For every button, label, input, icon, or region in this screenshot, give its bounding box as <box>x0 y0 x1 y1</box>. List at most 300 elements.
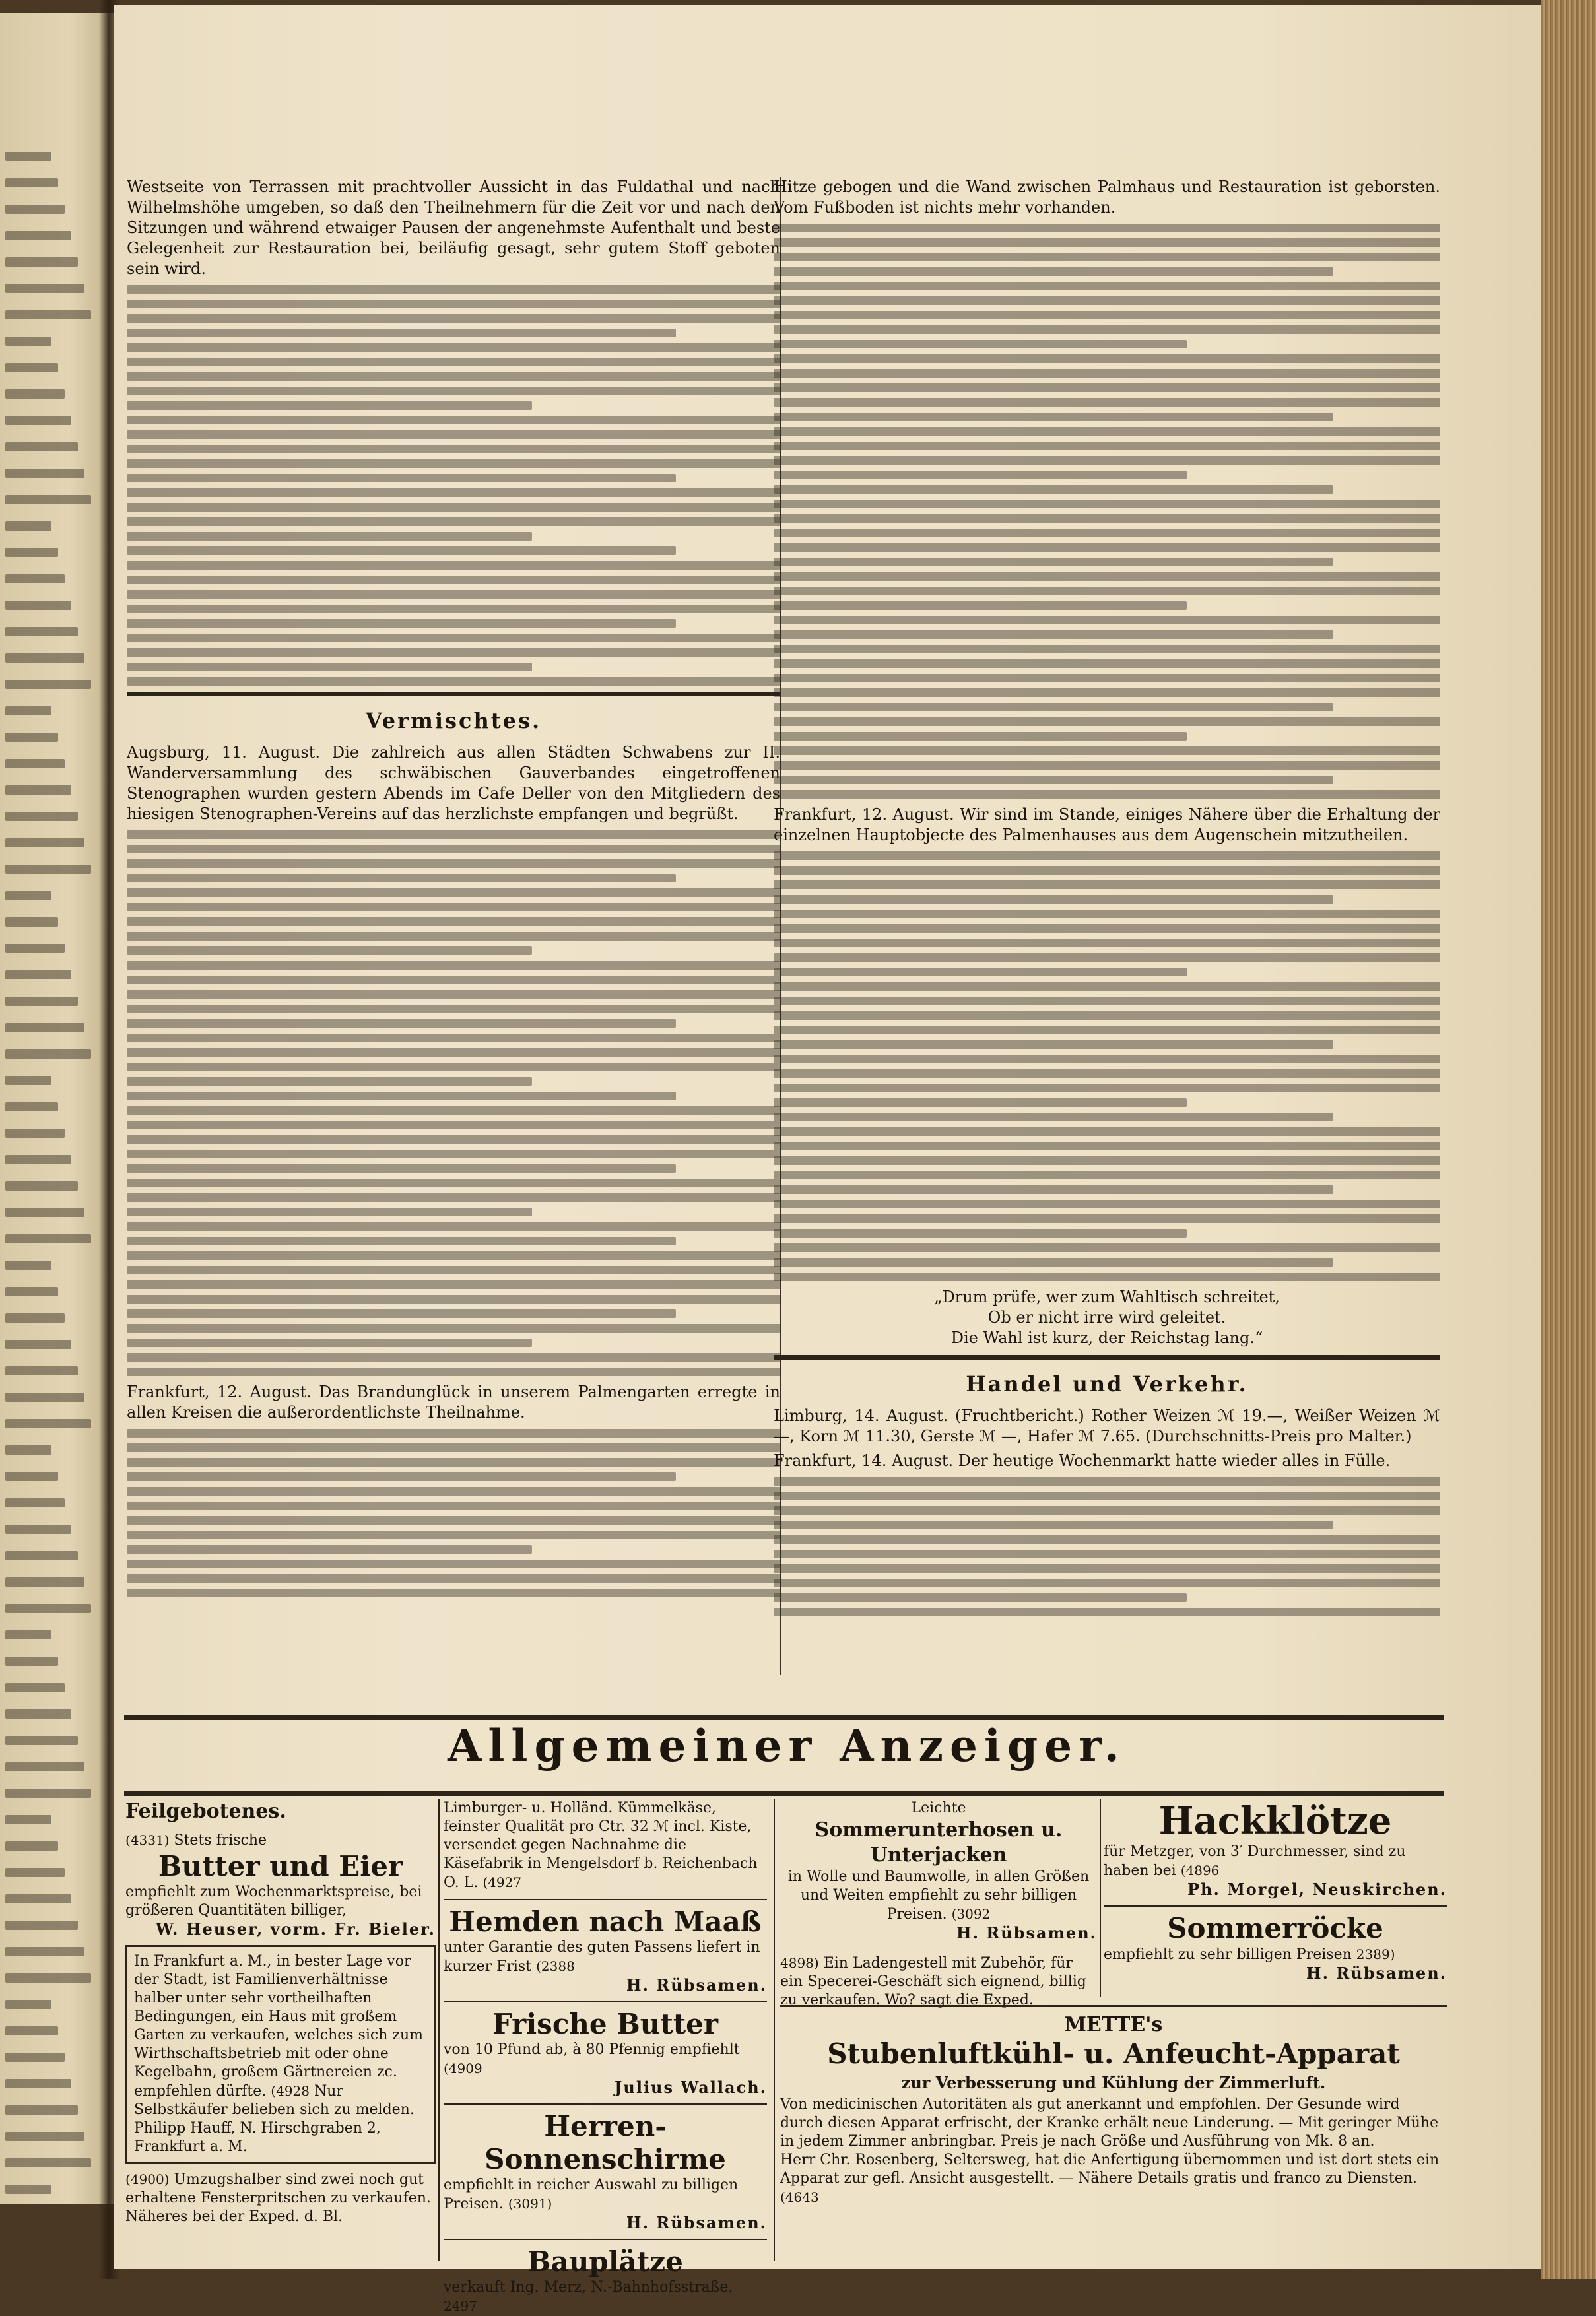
facing-page-text-line <box>5 574 65 583</box>
facing-page-text-line <box>5 1947 84 1956</box>
ad-signature: Julius Wallach. <box>615 2078 767 2097</box>
facing-page-text-line <box>5 495 91 504</box>
text-line-placeholder <box>774 529 1440 537</box>
facing-page-text-line <box>5 284 84 293</box>
facing-page-text-line <box>5 759 65 768</box>
ads-column-3 <box>780 1799 1097 1951</box>
text-line-placeholder <box>774 296 1440 305</box>
shop-fittings-ad-wrap <box>780 1954 1097 2006</box>
ads-title-rule <box>124 1791 1444 1796</box>
ad-contact: Näheres bei der Exped. d. Bl. <box>125 2208 343 2225</box>
text-line-placeholder <box>127 1309 676 1318</box>
frankfurt-market-report-opening: Frankfurt, 14. August. Der heutige Wochenmarkt hatte wieder alles in Fülle. <box>774 1451 1391 1470</box>
text-line-placeholder <box>127 590 780 599</box>
text-line-placeholder <box>127 1063 780 1071</box>
text-line-placeholder <box>774 325 1440 334</box>
text-line-placeholder <box>127 1251 780 1260</box>
text-line-placeholder <box>127 1368 780 1376</box>
text-line-placeholder <box>127 961 780 970</box>
text-line-placeholder <box>774 968 1187 976</box>
ad-title: Frische Butter <box>492 2008 718 2040</box>
text-line-placeholder <box>127 459 780 468</box>
ad-number: (3092 <box>951 1906 991 1922</box>
text-line-placeholder <box>127 648 780 657</box>
text-line-placeholder <box>774 1608 1440 1616</box>
ad-body: Ein Ladengestell mit Zubehör, für ein Specerei-Geschäft sich eignend, billig zu verkaufen. Wo? sagt die Exped. <box>780 1955 1086 2008</box>
facing-page-text-line <box>5 2026 58 2035</box>
facing-page-text-line <box>5 1102 58 1111</box>
text-line-placeholder <box>127 1353 780 1362</box>
facing-page-text-line <box>5 1287 58 1296</box>
ad-divider <box>444 1899 767 1900</box>
facing-page-text-line <box>5 1604 91 1613</box>
text-line-placeholder <box>127 1222 780 1231</box>
ad-body: Limburger- u. Holländ. Kümmelkäse, feinster Qualität pro Ctr. 32 ℳ incl. Kiste, versendet gegen Nachnahme die Käsefabrik in Mengelsdorf b. Reichenbach O. L. <box>444 1800 758 1891</box>
facing-page-text-line <box>5 917 58 927</box>
text-line-placeholder <box>774 253 1440 261</box>
text-line-placeholder <box>774 1229 1187 1238</box>
facing-page-text-line <box>5 1234 91 1243</box>
text-line-placeholder <box>774 761 1440 770</box>
ad-divider <box>1104 1905 1447 1907</box>
text-line-placeholder <box>774 427 1440 436</box>
ad-divider <box>444 2239 767 2240</box>
text-line-placeholder <box>127 917 780 926</box>
text-line-placeholder <box>127 329 676 337</box>
facing-page-text-line <box>5 1525 71 1534</box>
text-line-placeholder <box>774 1564 1440 1573</box>
ad-number: 2389) <box>1356 1946 1395 1962</box>
facing-page-text-line <box>5 733 58 742</box>
text-line-placeholder <box>774 558 1333 566</box>
text-line-placeholder <box>774 717 1440 726</box>
ad-signature: Ph. Morgel, Neuskirchen. <box>1187 1880 1447 1899</box>
ad-number: 2497 <box>444 2298 477 2314</box>
ad-title: Hemden nach Maaß <box>449 1905 762 1938</box>
text-line-placeholder <box>774 688 1440 697</box>
text-line-placeholder <box>127 1295 780 1304</box>
ad-signature: H. Rübsamen. <box>626 2213 767 2232</box>
facing-page-text-line <box>5 680 91 689</box>
butter-eggs-ad <box>125 1831 436 1938</box>
ad-body: für Metzger, von 3′ Durchmesser, sind zu haben bei <box>1104 1843 1406 1879</box>
text-line-placeholder <box>127 1179 780 1187</box>
text-line-placeholder <box>127 932 780 941</box>
text-line-placeholder <box>127 1429 780 1438</box>
facing-page-text-line <box>5 389 65 399</box>
text-line-placeholder <box>774 282 1440 290</box>
facing-page-text-line <box>5 152 51 161</box>
previous-page-edge <box>0 13 116 2204</box>
facing-page-text-line <box>5 1155 71 1164</box>
ad-title: Butter und Eier <box>158 1850 403 1882</box>
facing-page-text-line <box>5 891 51 900</box>
text-line-placeholder <box>127 474 676 482</box>
facing-page-text-line <box>5 1815 51 1824</box>
text-line-placeholder <box>774 1477 1440 1486</box>
facing-page-text-line <box>5 1736 78 1745</box>
right-placeholder-block-3 <box>774 1477 1440 1616</box>
facing-page-text-line <box>5 469 84 478</box>
text-line-placeholder <box>774 1113 1333 1121</box>
text-line-placeholder <box>127 1019 676 1028</box>
left-placeholder-block-1 <box>127 285 780 686</box>
underwear-ad <box>780 1799 1097 1942</box>
text-line-placeholder <box>127 576 780 584</box>
handel-heading: Handel und Verkehr. <box>966 1372 1248 1397</box>
right-intro-paragraph: Hitze gebogen und die Wand zwischen Palmhaus und Restauration ist geborsten. Vom Fußboden ist nichts mehr vorhanden. <box>774 178 1440 216</box>
facing-page-text-line <box>5 1472 58 1481</box>
text-line-placeholder <box>774 866 1440 875</box>
facing-page-text-line <box>5 2185 51 2194</box>
text-line-placeholder <box>127 946 532 955</box>
frankfurt-palmhouse-article-opening: Frankfurt, 12. August. Wir sind im Stande, einiges Nähere über die Erhaltung der einzelnen Hauptobjecte des Palmenhauses aus dem Augenschein mitzutheilen. <box>774 805 1440 844</box>
facing-page-text-line <box>5 997 78 1006</box>
text-line-placeholder <box>774 616 1440 624</box>
parasols-ad <box>444 2110 767 2232</box>
text-line-placeholder <box>127 300 780 308</box>
text-line-placeholder <box>774 587 1440 595</box>
text-line-placeholder <box>127 1121 780 1129</box>
text-line-placeholder <box>774 997 1440 1005</box>
facing-page-text-line <box>5 944 65 953</box>
left-intro-paragraph: Westseite von Terrassen mit prachtvoller Aussicht in das Fuldathal und nach Wilhelmshöhe umgeben, so daß den Theilnehmern für die Zeit vor und nach den Sitzungen und während etwaiger Pausen der angenehmste Aufenthalt und beste Gelegenheit zur Restauration bei, beiläufig gesagt, sehr gutem Stoff geboten sein wird. <box>127 178 780 278</box>
text-line-placeholder <box>774 674 1440 682</box>
text-line-placeholder <box>774 354 1440 363</box>
ad-body: empfiehlt zu sehr billigen Preisen <box>1104 1946 1352 1963</box>
text-line-placeholder <box>127 1502 780 1510</box>
ad-signature: H. Rübsamen. <box>956 1923 1097 1942</box>
ad-body: verkauft Ing. Merz, N.-Bahnhofsstraße. <box>444 2279 733 2296</box>
ad-divider <box>444 2001 767 2002</box>
text-line-placeholder <box>127 1266 780 1274</box>
facing-page-text-line <box>5 2000 51 2009</box>
text-line-placeholder <box>127 1560 780 1568</box>
facing-page-text-line <box>5 653 84 663</box>
ad-body: in Wolle und Baumwolle, in allen Größen und Weiten empfiehlt zu sehr billigen Preisen. <box>787 1869 1090 1923</box>
text-line-placeholder <box>774 238 1440 247</box>
ad-lead: Leichte <box>911 1800 966 1816</box>
text-line-placeholder <box>127 1516 780 1525</box>
text-line-placeholder <box>774 1550 1440 1558</box>
text-line-placeholder <box>127 546 676 555</box>
facing-page-text-line <box>5 1049 91 1059</box>
text-line-placeholder <box>127 888 780 897</box>
facing-page-text-line <box>5 601 71 610</box>
text-line-placeholder <box>127 1545 532 1554</box>
text-line-placeholder <box>774 1156 1440 1165</box>
text-line-placeholder <box>127 285 780 294</box>
ad-body: unter Garantie des guten Passens liefert in kurzer Frist <box>444 1939 760 1975</box>
limburg-market-report: Limburg, 14. August. (Fruchtbericht.) Rother Weizen ℳ 19.—, Weißer Weizen ℳ —, Korn ℳ 11.30, Gerste ℳ —, Hafer ℳ 7.65. (Durchschnitts-Preis pro Malter.) <box>774 1406 1440 1445</box>
text-line-placeholder <box>127 430 780 439</box>
facing-page-text-line <box>5 363 58 372</box>
text-line-placeholder <box>127 1135 780 1144</box>
text-line-placeholder <box>774 471 1187 479</box>
ad-contact: Herr Chr. Rosenberg, Seltersweg, hat die Anfertigung übernommen und ist dort stets ein Apparat zur gefl. Ansicht ausgestellt. — Nähere Details gratis und franco zu Diensten. <box>780 2152 1440 2187</box>
text-line-placeholder <box>774 924 1440 933</box>
text-line-placeholder <box>774 340 1187 348</box>
text-line-placeholder <box>127 1531 780 1539</box>
facing-page-text-line <box>5 1366 78 1375</box>
facing-page-text-line <box>5 838 84 847</box>
facing-page-text-line <box>5 2158 91 2167</box>
ad-signature: W. Heuser, vorm. Fr. Bieler. <box>155 1919 436 1938</box>
text-line-placeholder <box>127 990 780 999</box>
ad-number: (4896 <box>1180 1863 1220 1878</box>
text-line-placeholder <box>127 517 780 526</box>
text-line-placeholder <box>127 372 780 381</box>
text-line-placeholder <box>774 456 1440 465</box>
facing-page-text-line <box>5 1762 84 1771</box>
facing-page-text-line <box>5 1181 78 1191</box>
text-line-placeholder <box>127 874 676 882</box>
text-line-placeholder <box>774 1593 1187 1602</box>
text-line-placeholder <box>774 880 1440 889</box>
facing-page-text-line <box>5 1868 65 1877</box>
text-line-placeholder <box>127 358 780 366</box>
text-line-placeholder <box>127 416 780 424</box>
text-line-placeholder <box>774 851 1440 860</box>
right-column <box>774 177 1440 1695</box>
facing-page-text-line <box>5 231 71 240</box>
text-line-placeholder <box>774 398 1440 407</box>
ads-column-separator <box>438 1799 440 2261</box>
text-line-placeholder <box>774 1171 1440 1179</box>
ad-signature: H. Rübsamen. <box>1306 1964 1447 1983</box>
text-line-placeholder <box>774 383 1440 392</box>
text-line-placeholder <box>127 1193 780 1202</box>
text-line-placeholder <box>774 224 1440 232</box>
text-line-placeholder <box>127 677 780 686</box>
facing-page-text-line <box>5 337 51 346</box>
facing-page-text-line <box>5 627 78 636</box>
text-line-placeholder <box>774 645 1440 653</box>
ad-brand: METTE's <box>1064 2013 1163 2036</box>
ad-body: Von medicinischen Autoritäten als gut anerkannt und empfohlen. Der Gesunde wird durch diesen Apparat erfrischt, der Kranke erhält neue Linderung. — Mit geringer Mühe in jedem Zimmer anbringbar. Preis je nach Größe und Ausführung von Mk. 8 an. <box>780 2096 1439 2150</box>
ad-number: (4643 <box>780 2189 819 2205</box>
ads-section-title: Allgemeiner Anzeiger. <box>448 1720 1126 1771</box>
text-line-placeholder <box>127 859 780 868</box>
facing-page-text-line <box>5 257 78 267</box>
facing-page-text-line <box>5 310 91 319</box>
text-line-placeholder <box>774 659 1440 668</box>
text-line-placeholder <box>127 445 780 453</box>
text-line-placeholder <box>127 845 780 853</box>
text-line-placeholder <box>774 1084 1440 1092</box>
text-line-placeholder <box>774 982 1440 991</box>
text-line-placeholder <box>127 1034 780 1042</box>
mette-ad-wrap <box>780 2005 1447 2265</box>
text-line-placeholder <box>774 895 1333 904</box>
text-line-placeholder <box>127 1589 780 1597</box>
text-line-placeholder <box>774 1535 1440 1544</box>
ad-number: (3091) <box>508 2196 552 2212</box>
text-line-placeholder <box>774 790 1440 799</box>
ad-title: Hackklötze <box>1158 1799 1392 1843</box>
ad-body: von 10 Pfund ab, à 80 Pfennig empfiehlt <box>444 2041 740 2058</box>
facing-page-text-line <box>5 1973 91 1983</box>
facing-page-text-line <box>5 1208 84 1217</box>
text-line-placeholder <box>774 543 1440 552</box>
facing-page-text-line <box>5 785 71 795</box>
section-divider <box>127 692 780 696</box>
text-line-placeholder <box>774 1098 1187 1107</box>
verse-line: Ob er nicht irre wird geleitet. <box>987 1308 1226 1327</box>
facing-page-text-line <box>5 1340 71 1349</box>
text-line-placeholder <box>127 1472 676 1481</box>
text-line-placeholder <box>774 500 1440 508</box>
ad-contact: Nur Selbstkäufer belieben sich zu melden. Philipp Hauff, N. Hirschgraben 2, Frankfurt a. M. <box>134 2083 415 2155</box>
text-line-placeholder <box>774 1492 1440 1500</box>
text-line-placeholder <box>127 1339 532 1347</box>
text-line-placeholder <box>774 1579 1440 1587</box>
text-line-placeholder <box>127 605 780 613</box>
facing-page-text-line <box>5 205 65 214</box>
ad-body: In Frankfurt a. M., in bester Lage vor der Stadt, ist Familienverhältnisse halber unter sehr vortheilhaften Bedingungen, ein Haus mit großem Garten zu verkaufen, welches sich zum Wirthschaftsbetrieb mit oder ohne Kegelbahn, großem Gärtnereien zc. empfehlen dürfte. <box>134 1953 423 2100</box>
facing-page-text-line <box>5 1419 91 1428</box>
text-line-placeholder <box>127 976 780 984</box>
facing-page-text-line <box>5 1445 51 1455</box>
ad-number: (2388 <box>536 1958 575 1974</box>
facing-page-text-line <box>5 2105 78 2115</box>
ad-body: Umzugshalber sind zwei noch gut erhaltene Fensterpritschen zu verkaufen. <box>125 2171 431 2206</box>
facing-page-text-line <box>5 1841 58 1851</box>
window-shutters-ad <box>125 2170 436 2226</box>
text-line-placeholder <box>774 746 1440 755</box>
text-line-placeholder <box>127 503 780 512</box>
ad-lead: Stets frische <box>174 1832 267 1849</box>
facing-page-text-line <box>5 1630 51 1639</box>
text-line-placeholder <box>774 1026 1440 1034</box>
frankfurt-house-ad <box>125 1945 436 2164</box>
frankfurt-fire-article-opening: Frankfurt, 12. August. Das Brandunglück in unserem Palmengarten erregte in allen Kreisen die außerordentlichste Theilnahme. <box>127 1383 780 1422</box>
text-line-placeholder <box>127 619 676 628</box>
text-line-placeholder <box>127 1458 780 1467</box>
text-line-placeholder <box>127 1164 676 1173</box>
text-line-placeholder <box>774 572 1440 581</box>
feilgebotenes-label: Feilgebotenes. <box>125 1800 286 1823</box>
text-line-placeholder <box>127 488 780 497</box>
text-line-placeholder <box>127 561 780 570</box>
facing-page-text-line <box>5 442 78 451</box>
text-line-placeholder <box>774 1040 1333 1049</box>
ads-column-1 <box>125 1799 436 2261</box>
facing-page-text-line <box>5 706 51 715</box>
facing-page-text-line <box>5 970 71 979</box>
text-line-placeholder <box>127 1443 780 1452</box>
facing-page-text-line <box>5 521 51 531</box>
right-placeholder-block-1 <box>774 224 1440 799</box>
text-line-placeholder <box>774 910 1440 918</box>
text-line-placeholder <box>774 267 1333 276</box>
text-line-placeholder <box>774 514 1440 523</box>
ad-number: 4898) <box>780 1955 819 1971</box>
ad-number: (4927 <box>482 1874 522 1890</box>
ad-divider <box>444 2103 767 2105</box>
facing-page-text-line <box>5 1577 84 1587</box>
ad-number: (4331) <box>125 1832 170 1848</box>
ad-title: Bauplätze <box>527 2245 683 2278</box>
text-line-placeholder <box>774 953 1440 962</box>
section-divider <box>774 1355 1440 1360</box>
text-line-placeholder <box>774 311 1440 319</box>
ad-title: Sommerröcke <box>1167 1912 1383 1944</box>
fresh-butter-ad <box>444 2008 767 2097</box>
text-line-placeholder <box>774 1011 1440 1020</box>
ad-number: (4900) <box>125 2171 170 2187</box>
text-line-placeholder <box>127 903 780 911</box>
text-line-placeholder <box>774 1273 1440 1281</box>
facing-page-text-line <box>5 812 78 821</box>
text-line-placeholder <box>774 776 1333 784</box>
text-line-placeholder <box>774 369 1440 378</box>
facing-page-text-line <box>5 416 71 425</box>
text-line-placeholder <box>127 1237 676 1245</box>
election-verse <box>774 1287 1440 1348</box>
shop-fittings-ad <box>780 1954 1097 2010</box>
vermischtes-heading: Vermischtes. <box>365 708 542 733</box>
text-line-placeholder <box>774 1142 1440 1150</box>
text-line-placeholder <box>127 532 532 541</box>
text-line-placeholder <box>774 1069 1440 1078</box>
text-line-placeholder <box>127 1077 532 1086</box>
ad-title: Sommerunterhosen u. Unterjacken <box>815 1818 1063 1867</box>
left-placeholder-block-3 <box>127 1429 780 1597</box>
ads-column-4 <box>1104 1799 1447 1997</box>
text-line-placeholder <box>774 601 1187 610</box>
facing-page-text-line <box>5 2132 84 2141</box>
feilgebotenes-heading <box>125 1799 436 1824</box>
facing-page-text-line <box>5 1129 65 1138</box>
summer-coats-ad <box>1104 1912 1447 1983</box>
left-column <box>127 177 780 1695</box>
text-line-placeholder <box>774 1185 1333 1194</box>
facing-page-text-line <box>5 1023 84 1032</box>
ads-top-rule <box>124 1715 1444 1720</box>
facing-page-text-line <box>5 1393 84 1402</box>
facing-page-text-line <box>5 865 91 874</box>
text-line-placeholder <box>774 485 1333 494</box>
text-line-placeholder <box>774 1506 1440 1515</box>
facing-page-text-line <box>5 1789 91 1798</box>
text-line-placeholder <box>127 1106 780 1115</box>
text-line-placeholder <box>127 830 780 839</box>
text-line-placeholder <box>127 1048 780 1057</box>
ad-title: Herren-Sonnenschirme <box>484 2110 726 2175</box>
text-line-placeholder <box>127 343 780 352</box>
facing-page-text-line <box>5 1683 65 1692</box>
facing-page-text-line <box>5 1551 78 1560</box>
text-line-placeholder <box>774 732 1187 741</box>
cheese-ad <box>444 1799 767 1892</box>
facing-page-text-line <box>5 1076 51 1085</box>
text-line-placeholder <box>127 314 780 323</box>
text-line-placeholder <box>774 1200 1440 1208</box>
verse-line: „Drum prüfe, wer zum Wahltisch schreitet, <box>934 1288 1280 1306</box>
text-line-placeholder <box>127 1574 780 1583</box>
right-placeholder-block-2 <box>774 851 1440 1281</box>
text-line-placeholder <box>127 1487 780 1496</box>
text-line-placeholder <box>774 1243 1440 1252</box>
text-line-placeholder <box>127 1208 532 1216</box>
text-line-placeholder <box>774 413 1333 421</box>
ad-body: empfiehlt in reicher Auswahl zu billigen Preisen. <box>444 2177 739 2212</box>
ad-subtitle: zur Verbesserung und Kühlung der Zimmerluft. <box>901 2073 1326 2092</box>
text-line-placeholder <box>774 1214 1440 1223</box>
facing-page-text-line <box>5 2079 71 2088</box>
facing-page-text-line <box>5 1709 71 1719</box>
